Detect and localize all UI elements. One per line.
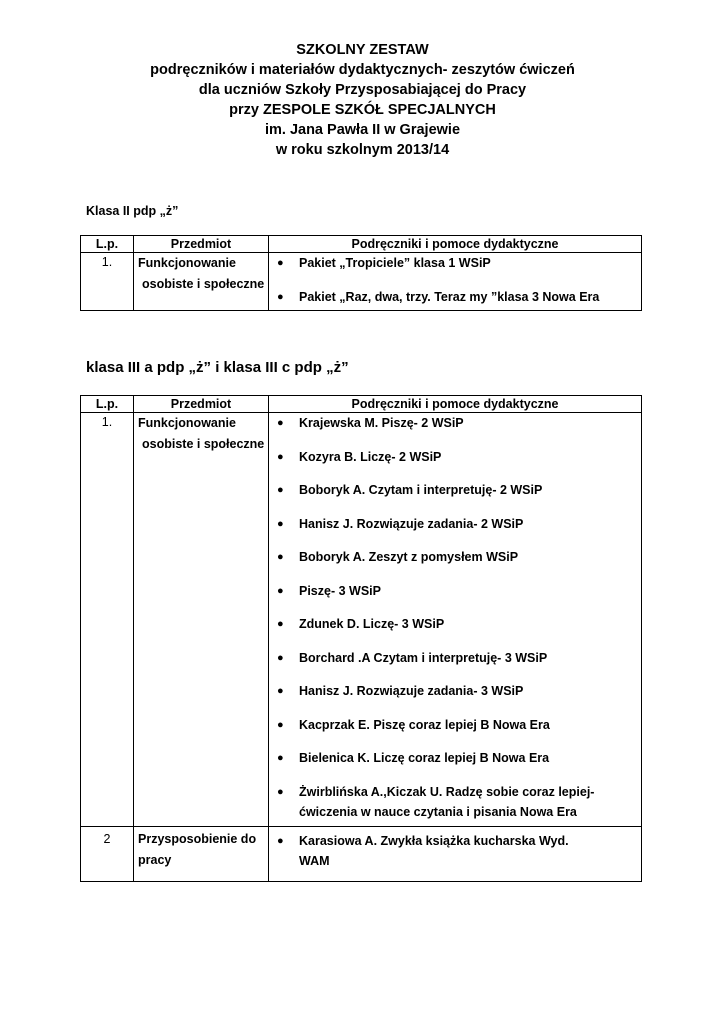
bullet-icon: ● xyxy=(277,785,284,798)
title-line-6: w roku szkolnym 2013/14 xyxy=(275,142,450,158)
subject-line: Funkcjonowanie xyxy=(138,416,236,430)
list-item: ● Kozyra B. Liczę- 2 WSiP xyxy=(269,447,641,467)
list-item: ● Karasiowa A. Zwykła książka kucharska Wyd. WAM xyxy=(269,831,641,871)
bullet-icon: ● xyxy=(277,517,284,530)
list-item: ● Pakiet „Raz, dwa, trzy. Teraz my ”klasa 3 Nowa Era xyxy=(277,290,600,304)
section-1-table xyxy=(80,235,642,311)
list-item: ● Hanisz J. Rozwiązuje zadania- 2 WSiP xyxy=(269,514,641,534)
title-line-3: dla uczniów Szkoły Przysposabiającej do Pracy xyxy=(198,82,527,98)
subject-line: Funkcjonowanie xyxy=(138,256,236,270)
row-books xyxy=(269,413,642,827)
table-row xyxy=(81,253,642,311)
bullet-icon: ● xyxy=(277,584,284,597)
list-item: ● Pakiet „Tropiciele” klasa 1 WSiP xyxy=(277,256,491,270)
bullet-icon: ● xyxy=(277,450,284,463)
header-lp: L.p. xyxy=(81,236,134,253)
bullet-icon: ● xyxy=(277,257,284,269)
header-subject: Przedmiot xyxy=(134,396,269,413)
bullet-icon: ● xyxy=(277,291,284,303)
header-lp: L.p. xyxy=(81,396,134,413)
list-item: ● Boboryk A. Czytam i interpretuję- 2 WSiP xyxy=(269,480,641,500)
bullet-icon: ● xyxy=(277,618,284,630)
row-books xyxy=(269,253,642,311)
row-lp: 1. xyxy=(81,253,134,311)
subject-line: osobiste i społeczne xyxy=(142,277,265,291)
list-item: ● Borchard .A Czytam i interpretuję- 3 WSiP xyxy=(269,648,641,668)
list-item: ● Hanisz J. Rozwiązuje zadania- 3 WSiP xyxy=(269,681,641,701)
header-books: Podręczniki i pomoce dydaktyczne xyxy=(269,236,642,253)
section-1-label: Klasa II pdp „ż” xyxy=(86,204,179,218)
title-line-1: SZKOLNY ZESTAW xyxy=(296,42,429,58)
list-item: ● Zdunek D. Liczę- 3 WSiP xyxy=(269,614,641,634)
list-item: ● Boboryk A. Zeszyt z pomysłem WSiP xyxy=(269,547,641,567)
list-item: ● Kacprzak E. Piszę coraz lepiej B Nowa Era xyxy=(269,715,641,735)
section-2-table xyxy=(80,395,642,882)
bullet-icon: ● xyxy=(277,651,284,664)
bullet-icon: ● xyxy=(277,417,284,429)
bullet-icon: ● xyxy=(277,718,284,731)
book-list xyxy=(269,254,641,306)
table-row xyxy=(81,413,642,827)
row-subject xyxy=(134,826,269,881)
row-subject xyxy=(134,253,269,311)
table-header-row xyxy=(81,396,642,413)
bullet-icon: ● xyxy=(277,484,284,496)
document-title xyxy=(0,40,725,160)
title-line-4: przy ZESPOLE SZKÓŁ SPECJALNYCH xyxy=(229,102,496,118)
subject-line: Przysposobienie do pracy xyxy=(138,831,257,867)
bullet-icon: ● xyxy=(277,551,284,563)
table-header-row xyxy=(81,236,642,253)
list-item: ● Krajewska M. Piszę- 2 WSiP xyxy=(269,413,641,433)
table-row xyxy=(81,826,642,881)
title-line-2: podręczników i materiałów dydaktycznych- zeszytów ćwiczeń xyxy=(150,62,575,78)
header-subject: Przedmiot xyxy=(134,236,269,253)
book-list xyxy=(269,831,641,871)
subject-line: osobiste i społeczne xyxy=(142,437,265,451)
bullet-icon: ● xyxy=(277,685,284,697)
title-line-5: im. Jana Pawła II w Grajewie xyxy=(264,122,461,138)
list-item: ● Piszę- 3 WSiP xyxy=(269,581,641,601)
header-books: Podręczniki i pomoce dydaktyczne xyxy=(269,396,642,413)
section-2-label: klasa III a pdp „ż” i klasa III c pdp „ż” xyxy=(86,359,349,376)
bullet-icon: ● xyxy=(277,752,284,764)
row-lp: 2 xyxy=(81,826,134,881)
book-list xyxy=(269,413,641,822)
row-subject xyxy=(134,413,269,827)
list-item: ● Żwirblińska A.,Kiczak U. Radzę sobie coraz lepiej- ćwiczenia w nauce czytania i pisania Nowa Era xyxy=(269,782,641,822)
row-lp: 1. xyxy=(81,413,134,827)
bullet-icon: ● xyxy=(277,834,284,847)
row-books xyxy=(269,826,642,881)
list-item: ● Bielenica K. Liczę coraz lepiej B Nowa Era xyxy=(269,748,641,768)
